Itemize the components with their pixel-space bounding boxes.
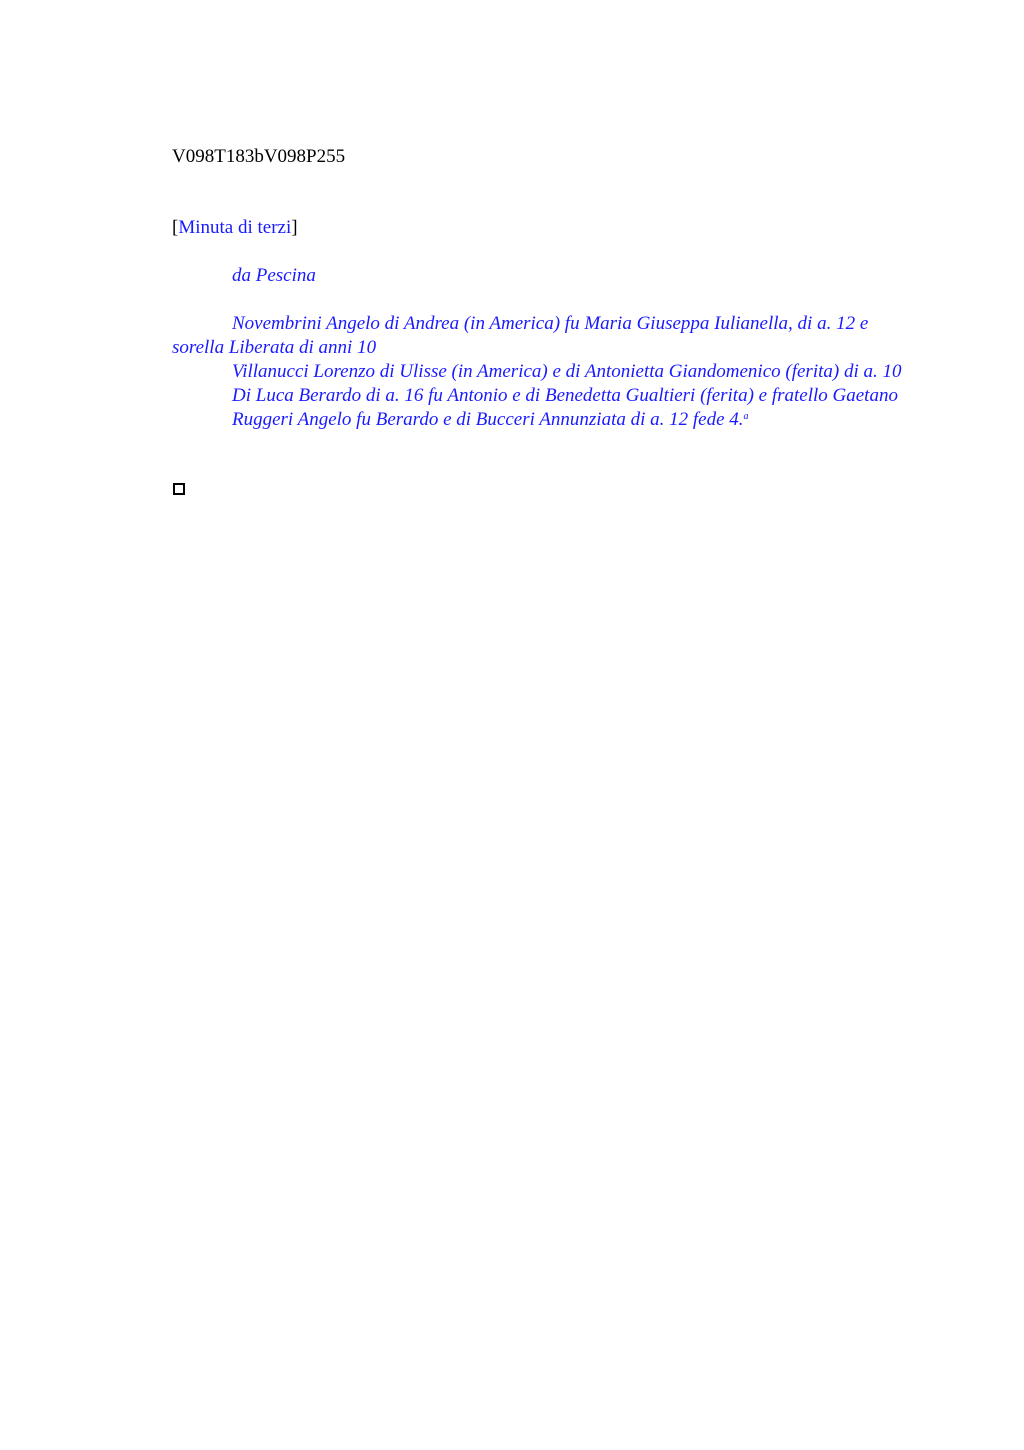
entry-text: Villanucci Lorenzo di Ulisse (in America) e di Antonietta Giandomenico (ferita) di a. 10 — [232, 361, 902, 382]
entry-text: Novembrini Angelo di Andrea (in America) fu Maria Giuseppa Iulianella, di a. 12 e sorella Liberata di anni 10 — [172, 313, 869, 358]
origin-line: da Pescina — [232, 265, 316, 286]
header-open-bracket: [ — [172, 217, 179, 238]
list-item — [172, 312, 922, 360]
header-close-bracket: ] — [291, 217, 298, 238]
document-header — [172, 217, 298, 239]
entry-text: Ruggeri Angelo fu Berardo e di Bucceri Annunziata di a. 12 fede 4. — [232, 409, 744, 430]
header-label: Minuta di terzi — [178, 217, 292, 238]
list-item — [172, 408, 922, 432]
entry-text: Di Luca Berardo di a. 16 fu Antonio e di Benedetta Gualtieri (ferita) e fratello Gaetano — [232, 385, 898, 406]
list-item — [172, 384, 922, 408]
square-outline-icon — [173, 483, 185, 495]
list-item — [172, 360, 922, 384]
entry-list — [172, 312, 922, 432]
entry-superscript: a — [743, 411, 749, 422]
document-id: V098T183bV098P255 — [172, 146, 346, 167]
